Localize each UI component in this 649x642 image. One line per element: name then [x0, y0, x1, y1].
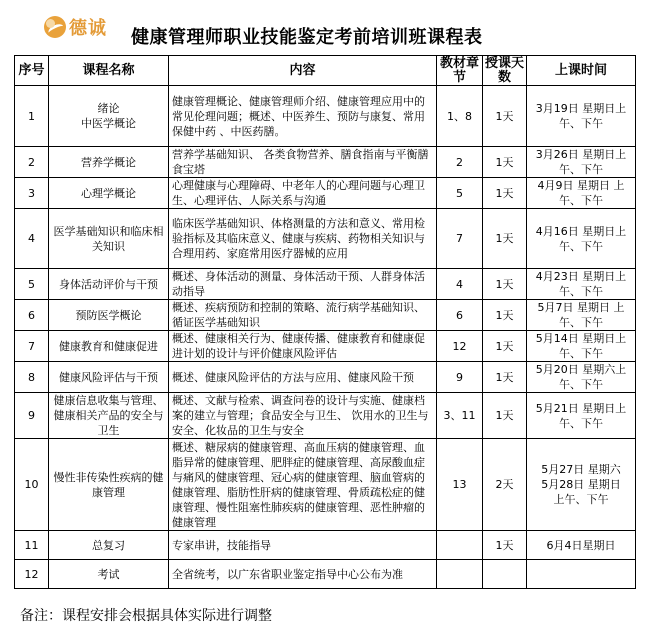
- cell-chapter: 13: [437, 439, 483, 531]
- cell-no: 4: [15, 209, 49, 269]
- brand-logo: [44, 14, 107, 40]
- cell-time: [527, 560, 636, 589]
- cell-time: 5月7日 星期日 上午、下午: [527, 300, 636, 331]
- table-row: [15, 269, 636, 300]
- cell-no: 6: [15, 300, 49, 331]
- cell-chapter: 4: [437, 269, 483, 300]
- cell-no: 10: [15, 439, 49, 531]
- cell-no: 5: [15, 269, 49, 300]
- cell-chapter: 3、11: [437, 393, 483, 439]
- header-content: 内容: [169, 56, 437, 86]
- cell-time: 5月21日 星期日上午、下午: [527, 393, 636, 439]
- cell-content: 健康管理概论、健康管理师介绍、健康管理应用中的常见伦理问题；概述、中医养生、预防与康复、常用保健中药 、中医药膳。: [169, 86, 437, 147]
- header-chapter: 教材章节: [437, 56, 483, 86]
- cell-time: 5月20日 星期六上午、下午: [527, 362, 636, 393]
- brand-name: 德诚: [69, 18, 107, 39]
- header-no: 序号: [15, 56, 49, 86]
- cell-content: 心理健康与心理障碍、中老年人的心理问题与心理卫生、心理评估、人际关系与沟通: [169, 178, 437, 209]
- cell-days: 2天: [483, 439, 527, 531]
- cell-course-name: 慢性非传染性疾病的健康管理: [49, 439, 169, 531]
- table-row: [15, 178, 636, 209]
- cell-course-name: 健康信息收集与管理、健康相关产品的安全与卫生: [49, 393, 169, 439]
- table-header-row: [15, 56, 636, 86]
- cell-course-name: 健康风险评估与干预: [49, 362, 169, 393]
- table-row: [15, 147, 636, 178]
- header-time: 上课时间: [527, 56, 636, 86]
- cell-time: 4月9日 星期日 上午、下午: [527, 178, 636, 209]
- cell-time: 4月23日 星期日上午、下午: [527, 269, 636, 300]
- table-row: [15, 560, 636, 589]
- cell-no: 12: [15, 560, 49, 589]
- table-row: [15, 209, 636, 269]
- cell-chapter: 12: [437, 331, 483, 362]
- cell-time: 3月19日 星期日上午、下午: [527, 86, 636, 147]
- cell-no: 9: [15, 393, 49, 439]
- cell-no: 3: [15, 178, 49, 209]
- cell-days: [483, 560, 527, 589]
- cell-chapter: 9: [437, 362, 483, 393]
- cell-content: 临床医学基础知识、体格测量的方法和意义、常用检验指标及其临床意义、健康与疾病、药物相关知识与合理用药、家庭常用医疗器械的应用: [169, 209, 437, 269]
- cell-content: 专家串讲，技能指导: [169, 531, 437, 560]
- cell-no: 8: [15, 362, 49, 393]
- cell-time: 4月16日 星期日上午、下午: [527, 209, 636, 269]
- schedule-table: [14, 55, 636, 589]
- cell-no: 11: [15, 531, 49, 560]
- cell-days: 1天: [483, 147, 527, 178]
- cell-days: 1天: [483, 362, 527, 393]
- cell-no: 2: [15, 147, 49, 178]
- cell-course-name: 营养学概论: [49, 147, 169, 178]
- table-row: [15, 362, 636, 393]
- cell-course-name: 总复习: [49, 531, 169, 560]
- table-row: [15, 439, 636, 531]
- cell-no: 1: [15, 86, 49, 147]
- cell-no: 7: [15, 331, 49, 362]
- cell-content: 概述、身体活动的测量、身体活动干预、人群身体活动指导: [169, 269, 437, 300]
- cell-time: 5月14日 星期日上午、下午: [527, 331, 636, 362]
- cell-days: 1天: [483, 300, 527, 331]
- cell-course-name: 绪论 中医学概论: [49, 86, 169, 147]
- logo-icon: [44, 16, 66, 38]
- cell-days: 1天: [483, 209, 527, 269]
- cell-days: 1天: [483, 531, 527, 560]
- cell-chapter: 1、8: [437, 86, 483, 147]
- table-row: [15, 331, 636, 362]
- cell-chapter: [437, 531, 483, 560]
- cell-time: 3月26日 星期日上午、下午: [527, 147, 636, 178]
- footer-note: 备注：课程安排会根据具体实际进行调整: [20, 608, 272, 624]
- header-course-name: 课程名称: [49, 56, 169, 86]
- table-row: [15, 393, 636, 439]
- cell-course-name: 健康教育和健康促进: [49, 331, 169, 362]
- cell-content: 概述、疾病预防和控制的策略、流行病学基础知识、循证医学基础知识: [169, 300, 437, 331]
- cell-course-name: 心理学概论: [49, 178, 169, 209]
- cell-days: 1天: [483, 331, 527, 362]
- cell-days: 1天: [483, 178, 527, 209]
- cell-content: 全省统考，以广东省职业鉴定指导中心公布为准: [169, 560, 437, 589]
- cell-content: 概述、健康相关行为、健康传播、健康教育和健康促进计划的设计与评价健康风险评估: [169, 331, 437, 362]
- cell-days: 1天: [483, 393, 527, 439]
- table-row: [15, 86, 636, 147]
- table-row: [15, 531, 636, 560]
- cell-chapter: 6: [437, 300, 483, 331]
- cell-content: 营养学基础知识、 各类食物营养、膳食指南与平衡膳食宝塔: [169, 147, 437, 178]
- cell-time: 6月4日星期日: [527, 531, 636, 560]
- cell-chapter: 7: [437, 209, 483, 269]
- page-title: 健康管理师职业技能鉴定考前培训班课程表: [131, 27, 483, 48]
- header-days: 授课天数: [483, 56, 527, 86]
- cell-content: 概述、健康风险评估的方法与应用、健康风险干预: [169, 362, 437, 393]
- cell-chapter: 2: [437, 147, 483, 178]
- cell-chapter: 5: [437, 178, 483, 209]
- cell-course-name: 医学基础知识和临床相关知识: [49, 209, 169, 269]
- cell-content: 概述、文献与检索、调查问卷的设计与实施、健康档案的建立与管理；食品安全与卫生、 饮用水的卫生与安全、化妆品的卫生与安全: [169, 393, 437, 439]
- cell-chapter: [437, 560, 483, 589]
- cell-time: 5月27日 星期六 5月28日 星期日 上午、下午: [527, 439, 636, 531]
- cell-course-name: 考试: [49, 560, 169, 589]
- cell-days: 1天: [483, 269, 527, 300]
- cell-course-name: 预防医学概论: [49, 300, 169, 331]
- cell-content: 概述、糖尿病的健康管理、高血压病的健康管理、血脂异常的健康管理、肥胖症的健康管理、高尿酸血症与痛风的健康管理、冠心病的健康管理、脑血管病的健康管理、脂肪性肝病的健康管理、骨质疏松症的健康管理、慢性阻塞性肺疾病的健康管理、恶性肿瘤的健康管理: [169, 439, 437, 531]
- cell-days: 1天: [483, 86, 527, 147]
- cell-course-name: 身体活动评价与干预: [49, 269, 169, 300]
- table-row: [15, 300, 636, 331]
